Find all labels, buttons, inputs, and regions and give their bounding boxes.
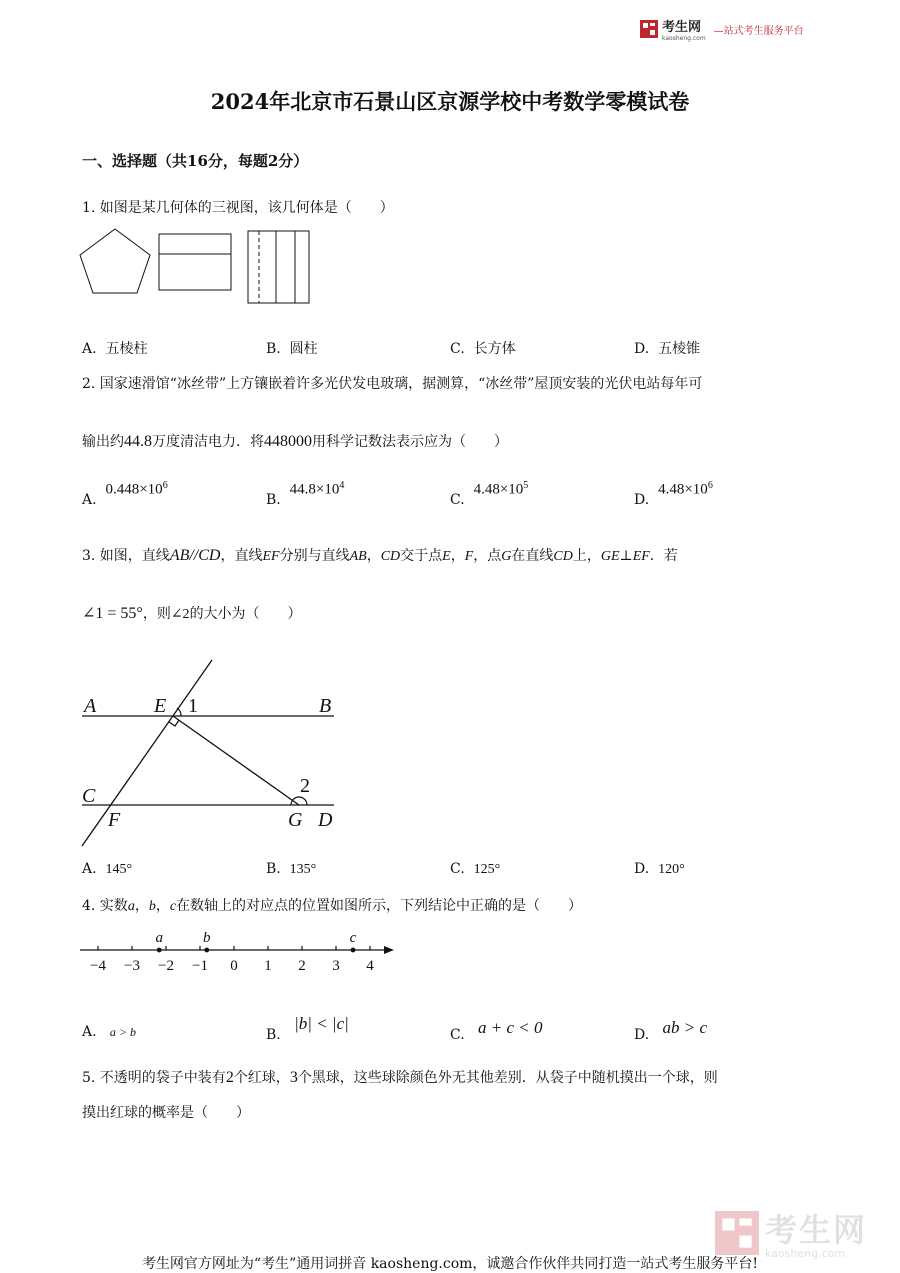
math: ∠2	[170, 607, 190, 622]
text: ，点	[473, 548, 502, 564]
text: 万度清洁电力．将	[152, 434, 264, 450]
text: 交于点	[400, 548, 443, 564]
option-text: 120°	[658, 862, 685, 877]
option-letter: A.	[82, 861, 97, 877]
q3-option-d[interactable]	[634, 861, 685, 878]
text: 个红球，	[233, 1070, 290, 1086]
tick-label: 1	[264, 958, 272, 974]
segment-eg	[173, 716, 299, 805]
label-e: E	[154, 695, 167, 717]
label-angle-2: 2	[300, 775, 310, 797]
tick-label: −3	[124, 958, 140, 974]
math: a	[127, 899, 135, 914]
option-math: 0.448×10	[105, 481, 163, 498]
q4-option-a[interactable]	[82, 1024, 136, 1040]
option-letter: D.	[634, 341, 650, 357]
question-3-line1	[82, 546, 678, 567]
side-view	[248, 231, 309, 303]
question-5-line2: 摸出红球的概率是（ ）	[82, 1105, 250, 1121]
number-line	[78, 924, 398, 980]
option-letter: C.	[450, 341, 465, 357]
option-math: 4.48×10	[658, 481, 708, 498]
text: 在直线	[511, 548, 554, 564]
math: CD	[553, 549, 573, 564]
option-letter: D.	[634, 861, 650, 877]
option-math: 44.8×10	[289, 481, 340, 498]
q3-option-a[interactable]	[82, 861, 132, 878]
tick-label: 0	[230, 958, 238, 974]
point-a	[157, 948, 162, 953]
q2-option-d[interactable]	[634, 480, 713, 508]
q1-option-b[interactable]	[266, 338, 318, 358]
option-text: 五棱锥	[658, 341, 701, 357]
q4-option-d[interactable]	[634, 1018, 708, 1043]
number: 3	[289, 1069, 298, 1086]
tick-label: 4	[366, 958, 374, 974]
text: ．若	[649, 548, 678, 564]
math: GE⊥EF	[600, 549, 650, 564]
option-letter: B.	[266, 1027, 281, 1043]
brand-slogan: —站式考生服务平台	[713, 25, 804, 37]
option-letter: B.	[266, 341, 281, 357]
question-2-line1: 2. 国家速滑馆“冰丝带”上方镶嵌着许多光伏发电玻璃，据测算，“冰丝带”屋顶安装的光伏电站每年可	[82, 376, 703, 392]
option-letter: C.	[450, 1027, 465, 1043]
option-math: a > b	[109, 1025, 137, 1039]
option-text: 145°	[105, 862, 133, 877]
math: G	[501, 549, 512, 564]
q3-option-c[interactable]	[450, 861, 500, 878]
text: 4. 实数	[82, 898, 128, 914]
tick-label: 3	[332, 958, 340, 974]
page-title: 2024年北京市石景山区京源学校中考数学零模试卷	[210, 89, 690, 114]
watermark-logo-icon	[715, 1211, 759, 1255]
question-3-line2	[82, 604, 302, 625]
text: 的大小为（ ）	[189, 606, 302, 622]
header-logo	[640, 18, 804, 40]
line-ef	[82, 660, 212, 846]
q1-option-d[interactable]	[634, 338, 700, 358]
brand-domain: kaosheng.com	[662, 35, 706, 42]
axis-arrow-icon	[384, 946, 394, 954]
question-2-line2	[82, 432, 508, 452]
option-math: |b| < |c|	[294, 1014, 349, 1033]
math: F	[464, 549, 474, 564]
option-letter: B.	[266, 861, 281, 877]
math: AB//CD	[169, 547, 221, 564]
text: ，	[450, 548, 465, 564]
option-text: 五棱柱	[105, 341, 148, 357]
option-text: 125°	[473, 862, 501, 877]
question-1-stem: 1. 如图是某几何体的三视图，该几何体是（ ）	[82, 200, 394, 216]
point-label-c: c	[349, 930, 357, 946]
watermark-name: 考生网	[765, 1211, 868, 1249]
label-b: B	[319, 695, 332, 717]
point-b	[204, 948, 209, 953]
option-exponent: 6	[162, 480, 168, 491]
tick-label: −4	[90, 958, 106, 974]
text: 个黑球，这些球除颜色外无其他差别．从袋子中随机摸出一个球，则	[297, 1070, 718, 1086]
watermark-domain: kaosheng.com	[765, 1247, 846, 1260]
q4-option-b[interactable]	[266, 1014, 349, 1043]
tick-label: −1	[192, 958, 208, 974]
label-c: C	[82, 785, 96, 807]
option-letter: C.	[450, 861, 465, 877]
option-exponent: 4	[339, 480, 345, 491]
option-letter: D.	[634, 491, 650, 508]
math: E	[442, 549, 451, 564]
text: 3. 如图，直线	[82, 548, 170, 564]
option-letter: A.	[82, 1024, 97, 1040]
text: 在数轴上的对应点的位置如图所示，下列结论中正确的是（ ）	[176, 898, 583, 914]
math: AB	[349, 549, 367, 564]
right-angle-mark	[169, 720, 179, 726]
math: b	[148, 899, 156, 914]
option-letter: A.	[82, 341, 97, 357]
option-exponent: 6	[707, 480, 713, 491]
option-letter: A.	[82, 491, 97, 508]
q3-option-b[interactable]	[266, 861, 316, 878]
three-view-figure	[78, 226, 318, 306]
text: 5. 不透明的袋子中装有	[82, 1070, 226, 1086]
q1-option-a[interactable]	[82, 338, 147, 358]
pentagon-view	[80, 229, 150, 293]
number: 44.8	[124, 433, 152, 450]
label-angle-1: 1	[188, 695, 198, 717]
q2-option-c[interactable]	[450, 480, 529, 508]
option-text: 圆柱	[289, 341, 318, 357]
option-math: a + c < 0	[478, 1018, 543, 1037]
q4-option-c[interactable]	[450, 1018, 543, 1043]
number: 2	[225, 1069, 234, 1086]
option-exponent: 5	[523, 480, 529, 491]
tick-label: 2	[298, 958, 306, 974]
point-label-b: b	[203, 930, 211, 946]
number: 448000	[264, 433, 312, 450]
geometry-figure	[78, 654, 348, 854]
front-view	[159, 234, 231, 290]
brand-logo-icon	[640, 20, 658, 38]
option-letter: D.	[634, 1027, 650, 1043]
option-math: 4.48×10	[473, 481, 524, 498]
math: CD	[380, 549, 401, 564]
text: ，则	[142, 606, 171, 622]
brand-block	[662, 16, 706, 42]
text: 输出约	[82, 434, 124, 450]
text: 用科学记数法表示应为（ ）	[312, 434, 508, 450]
question-4-stem: 4. 实数a，b，c在数轴上的对应点的位置如图所示，下列结论中正确的是（ ）	[82, 898, 583, 914]
text: ，直线	[220, 548, 263, 564]
label-d: D	[318, 809, 333, 831]
label-a: A	[84, 695, 97, 717]
option-text: 135°	[289, 862, 317, 877]
question-5-line1	[82, 1068, 718, 1088]
tick-label: −2	[158, 958, 174, 974]
label-f: F	[108, 809, 121, 831]
math: ∠1 = 55°	[82, 605, 143, 622]
q2-option-a[interactable]	[82, 480, 168, 508]
watermark	[715, 1205, 867, 1260]
text: 分别与直线	[279, 548, 350, 564]
math: c	[169, 899, 177, 914]
option-math: ab > c	[662, 1018, 708, 1037]
math: EF	[262, 549, 280, 564]
text: ，	[366, 548, 381, 564]
watermark-text	[765, 1205, 867, 1260]
option-letter: C.	[450, 491, 465, 508]
point-c	[351, 948, 356, 953]
option-text: 长方体	[473, 341, 516, 357]
label-g: G	[288, 809, 303, 831]
brand-name: 考生网	[662, 20, 702, 35]
q1-option-c[interactable]	[450, 338, 516, 358]
point-label-a: a	[155, 930, 163, 946]
section-heading: 一、选择题（共16分，每题2分）	[82, 152, 309, 170]
q2-option-b[interactable]	[266, 480, 345, 508]
option-letter: B.	[266, 491, 281, 508]
text: 上，	[572, 548, 601, 564]
footer-text: 考生网官方网址为“考生”通用词拼音 kaosheng.com，诚邀合作伙伴共同打造一站式考生服务平台!	[141, 1256, 759, 1272]
